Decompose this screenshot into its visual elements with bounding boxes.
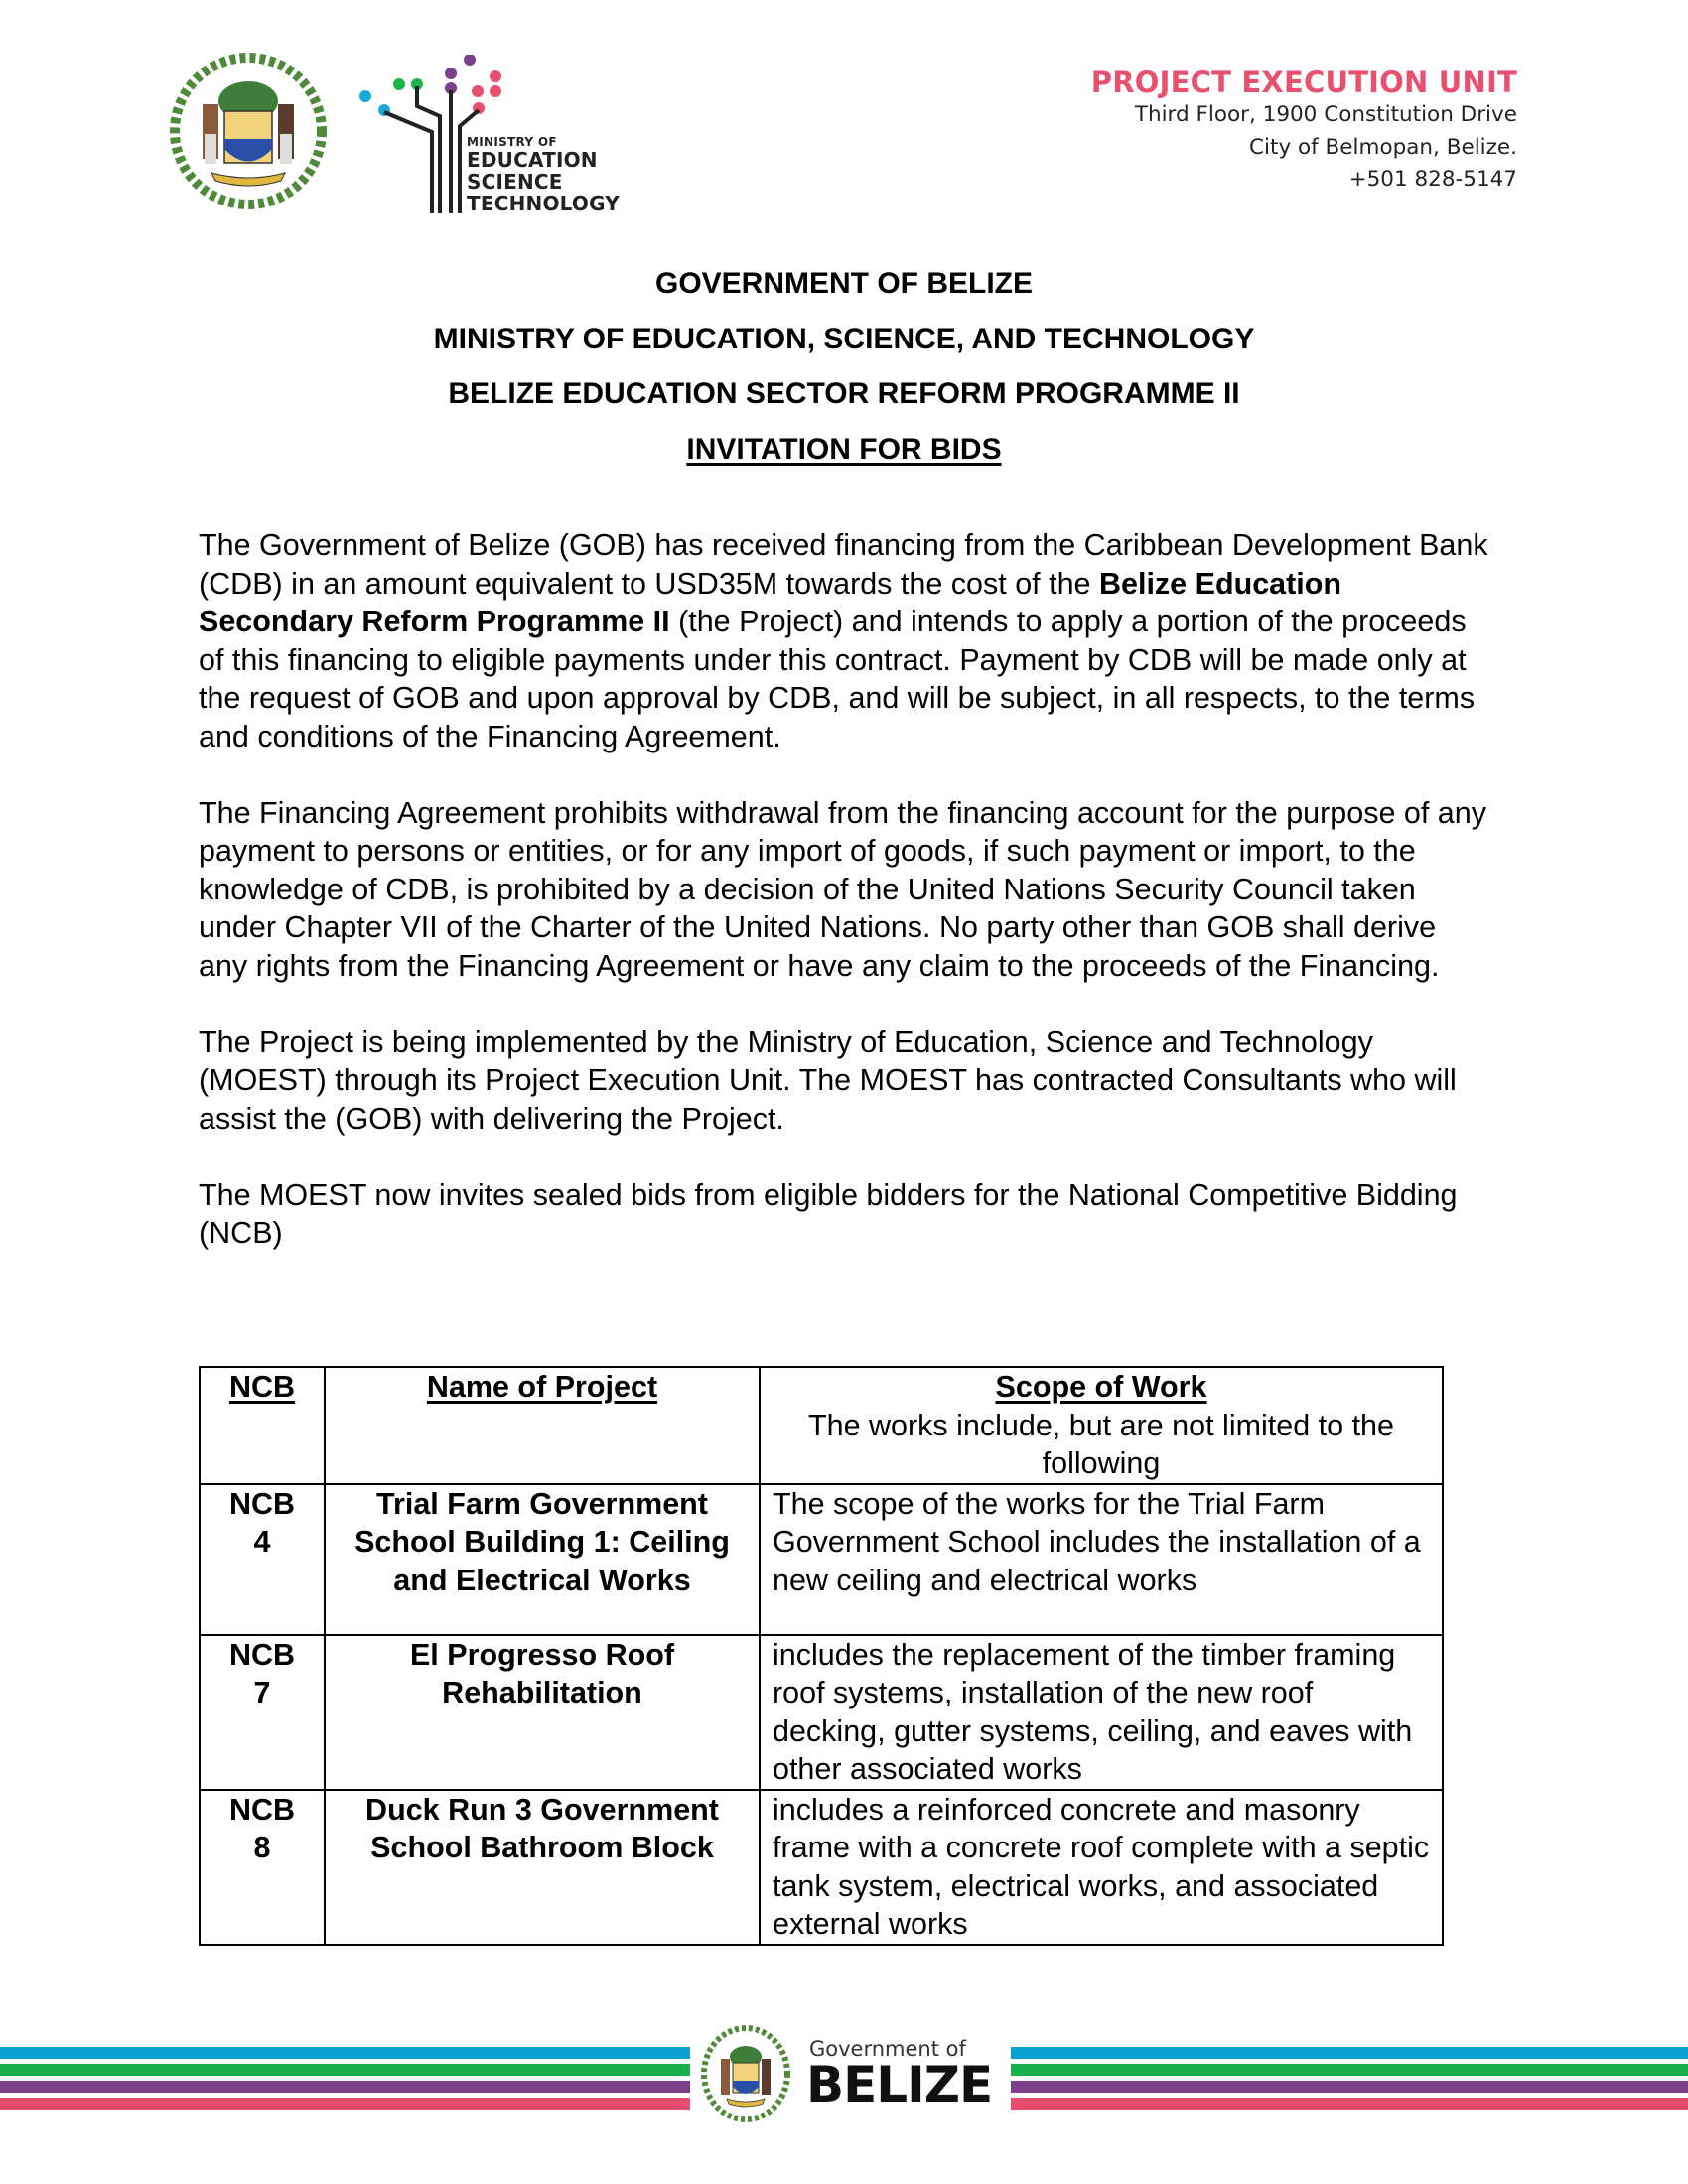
ncb-number: 8 [253,1831,271,1864]
ncb-cell [200,1790,325,1945]
project-name-cell: Duck Run 3 Government School Bathroom Block [325,1790,760,1945]
stripe-green-right [1011,2064,1688,2076]
header-ncb [200,1367,325,1484]
stripe-blue-right [1011,2047,1688,2059]
ministry-logo-line4: TECHNOLOGY [467,192,620,215]
coat-of-arms-icon [167,50,331,213]
title-government: GOVERNMENT OF BELIZE [654,267,1033,300]
paragraph-financing-text-a: The Government of Belize (GOB) has received financing from the Caribbean Development Bank (CDB) in an amount equivalent to USD35M towards the cost of the [199,528,1488,601]
ministry-logo-line1: MINISTRY OF [467,135,557,149]
header-scope [760,1367,1443,1484]
ncb-cell [200,1635,325,1790]
paragraph-prohibition: The Financing Agreement prohibits withdrawal from the financing account for the purpose of any payment to persons or entities, or for any import of goods, if such payment or import, to the knowledge of CDB, is prohibited by a decision of the United Nations Security Council taken under Chapter VII of the Charter of the United Nations. No party other than GOB shall derive any rights from the Financing Agreement or have any claim to the proceeds of the Financing. [199,795,1486,983]
address-line-1: Third Floor, 1900 Constitution Drive [1134,102,1517,127]
header-scope-label: Scope of Work [995,1370,1207,1404]
ncb-number: 4 [253,1525,271,1559]
ministry-logo-text [467,136,620,213]
table-row [200,1635,1443,1790]
document-titles [0,256,1688,477]
paragraph-financing-text-b: (the Project) and intends to apply a portion of the proceeds of this financing to eligible payments under this contract. Payment by CDB will be made only at the request of GOB and upon approval by CDB, and will be subject, in all respects, to the terms and conditions of the Financing Agreement. [199,605,1476,753]
scope-cell: includes the replacement of the timber framing roof systems, installation of the new roof decking, gutter systems, ceiling, and eaves with other associated works [760,1635,1443,1790]
unit-title: PROJECT EXECUTION UNIT [1090,66,1517,99]
scope-cell: The scope of the works for the Trial Farm Government School includes the installation of a new ceiling and electrical works [760,1484,1443,1635]
paragraph-invitation: The MOEST now invites sealed bids from eligible bidders for the National Competitive Bidding (NCB) [199,1177,1458,1250]
title-programme: BELIZE EDUCATION SECTOR REFORM PROGRAMME II [448,377,1240,410]
project-execution-unit-block [1091,66,1517,197]
paragraph-implementation: The Project is being implemented by the Ministry of Education, Science and Technology (MOEST) through its Project Execution Unit. The MOEST has contracted Consultants who will assist the (GOB) with delivering the Project. [199,1024,1457,1136]
footer-belize: BELIZE [806,2056,993,2114]
ministry-logo-line3: SCIENCE [467,170,563,194]
scope-cell: includes a reinforced concrete and masonry frame with a concrete roof complete with a septic tank system, electrical works, and associated external works [760,1790,1443,1945]
ministry-logo-line2: EDUCATION [467,148,598,172]
stripe-purple-left [0,2081,690,2093]
phone-number: +501 828-5147 [1348,167,1517,192]
programme-name-bold: Belize Education Secondary Reform Programme II [199,566,1342,638]
header-ncb-label: NCB [228,1370,296,1404]
stripe-blue-left [0,2047,690,2059]
project-name-cell: El Progresso Roof Rehabilitation [325,1635,760,1790]
stripe-green-left [0,2064,690,2076]
bids-table [199,1366,1444,1946]
header-project-name-label: Name of Project [426,1370,658,1404]
table-row [200,1484,1443,1635]
stripe-pink-right [1011,2098,1688,2110]
title-invitation-for-bids: INVITATION FOR BIDS [686,432,1002,466]
table-row [200,1790,1443,1945]
ministry-logo [357,55,626,218]
table-header-row [200,1367,1443,1484]
ncb-number: 7 [253,1676,271,1709]
footer-government-of: Government of [809,2037,966,2061]
project-name-cell: Trial Farm Government School Building 1: Ceiling and Electrical Works [325,1484,760,1635]
document-body [199,526,1489,1291]
stripe-purple-right [1011,2081,1688,2093]
ncb-label: NCB [228,1486,296,1521]
ncb-cell [200,1484,325,1635]
ncb-label: NCB [228,1637,296,1672]
header-project-name [325,1367,760,1484]
ncb-label: NCB [228,1792,296,1827]
header-scope-subtitle: The works include, but are not limited to the following [808,1408,1394,1480]
address-line-2: City of Belmopan, Belize. [1249,134,1517,160]
footer-coat-of-arms-icon [701,2025,790,2122]
stripe-pink-left [0,2098,690,2110]
paragraph-financing [199,526,1489,755]
title-ministry: MINISTRY OF EDUCATION, SCIENCE, AND TECHNOLOGY [433,322,1255,355]
